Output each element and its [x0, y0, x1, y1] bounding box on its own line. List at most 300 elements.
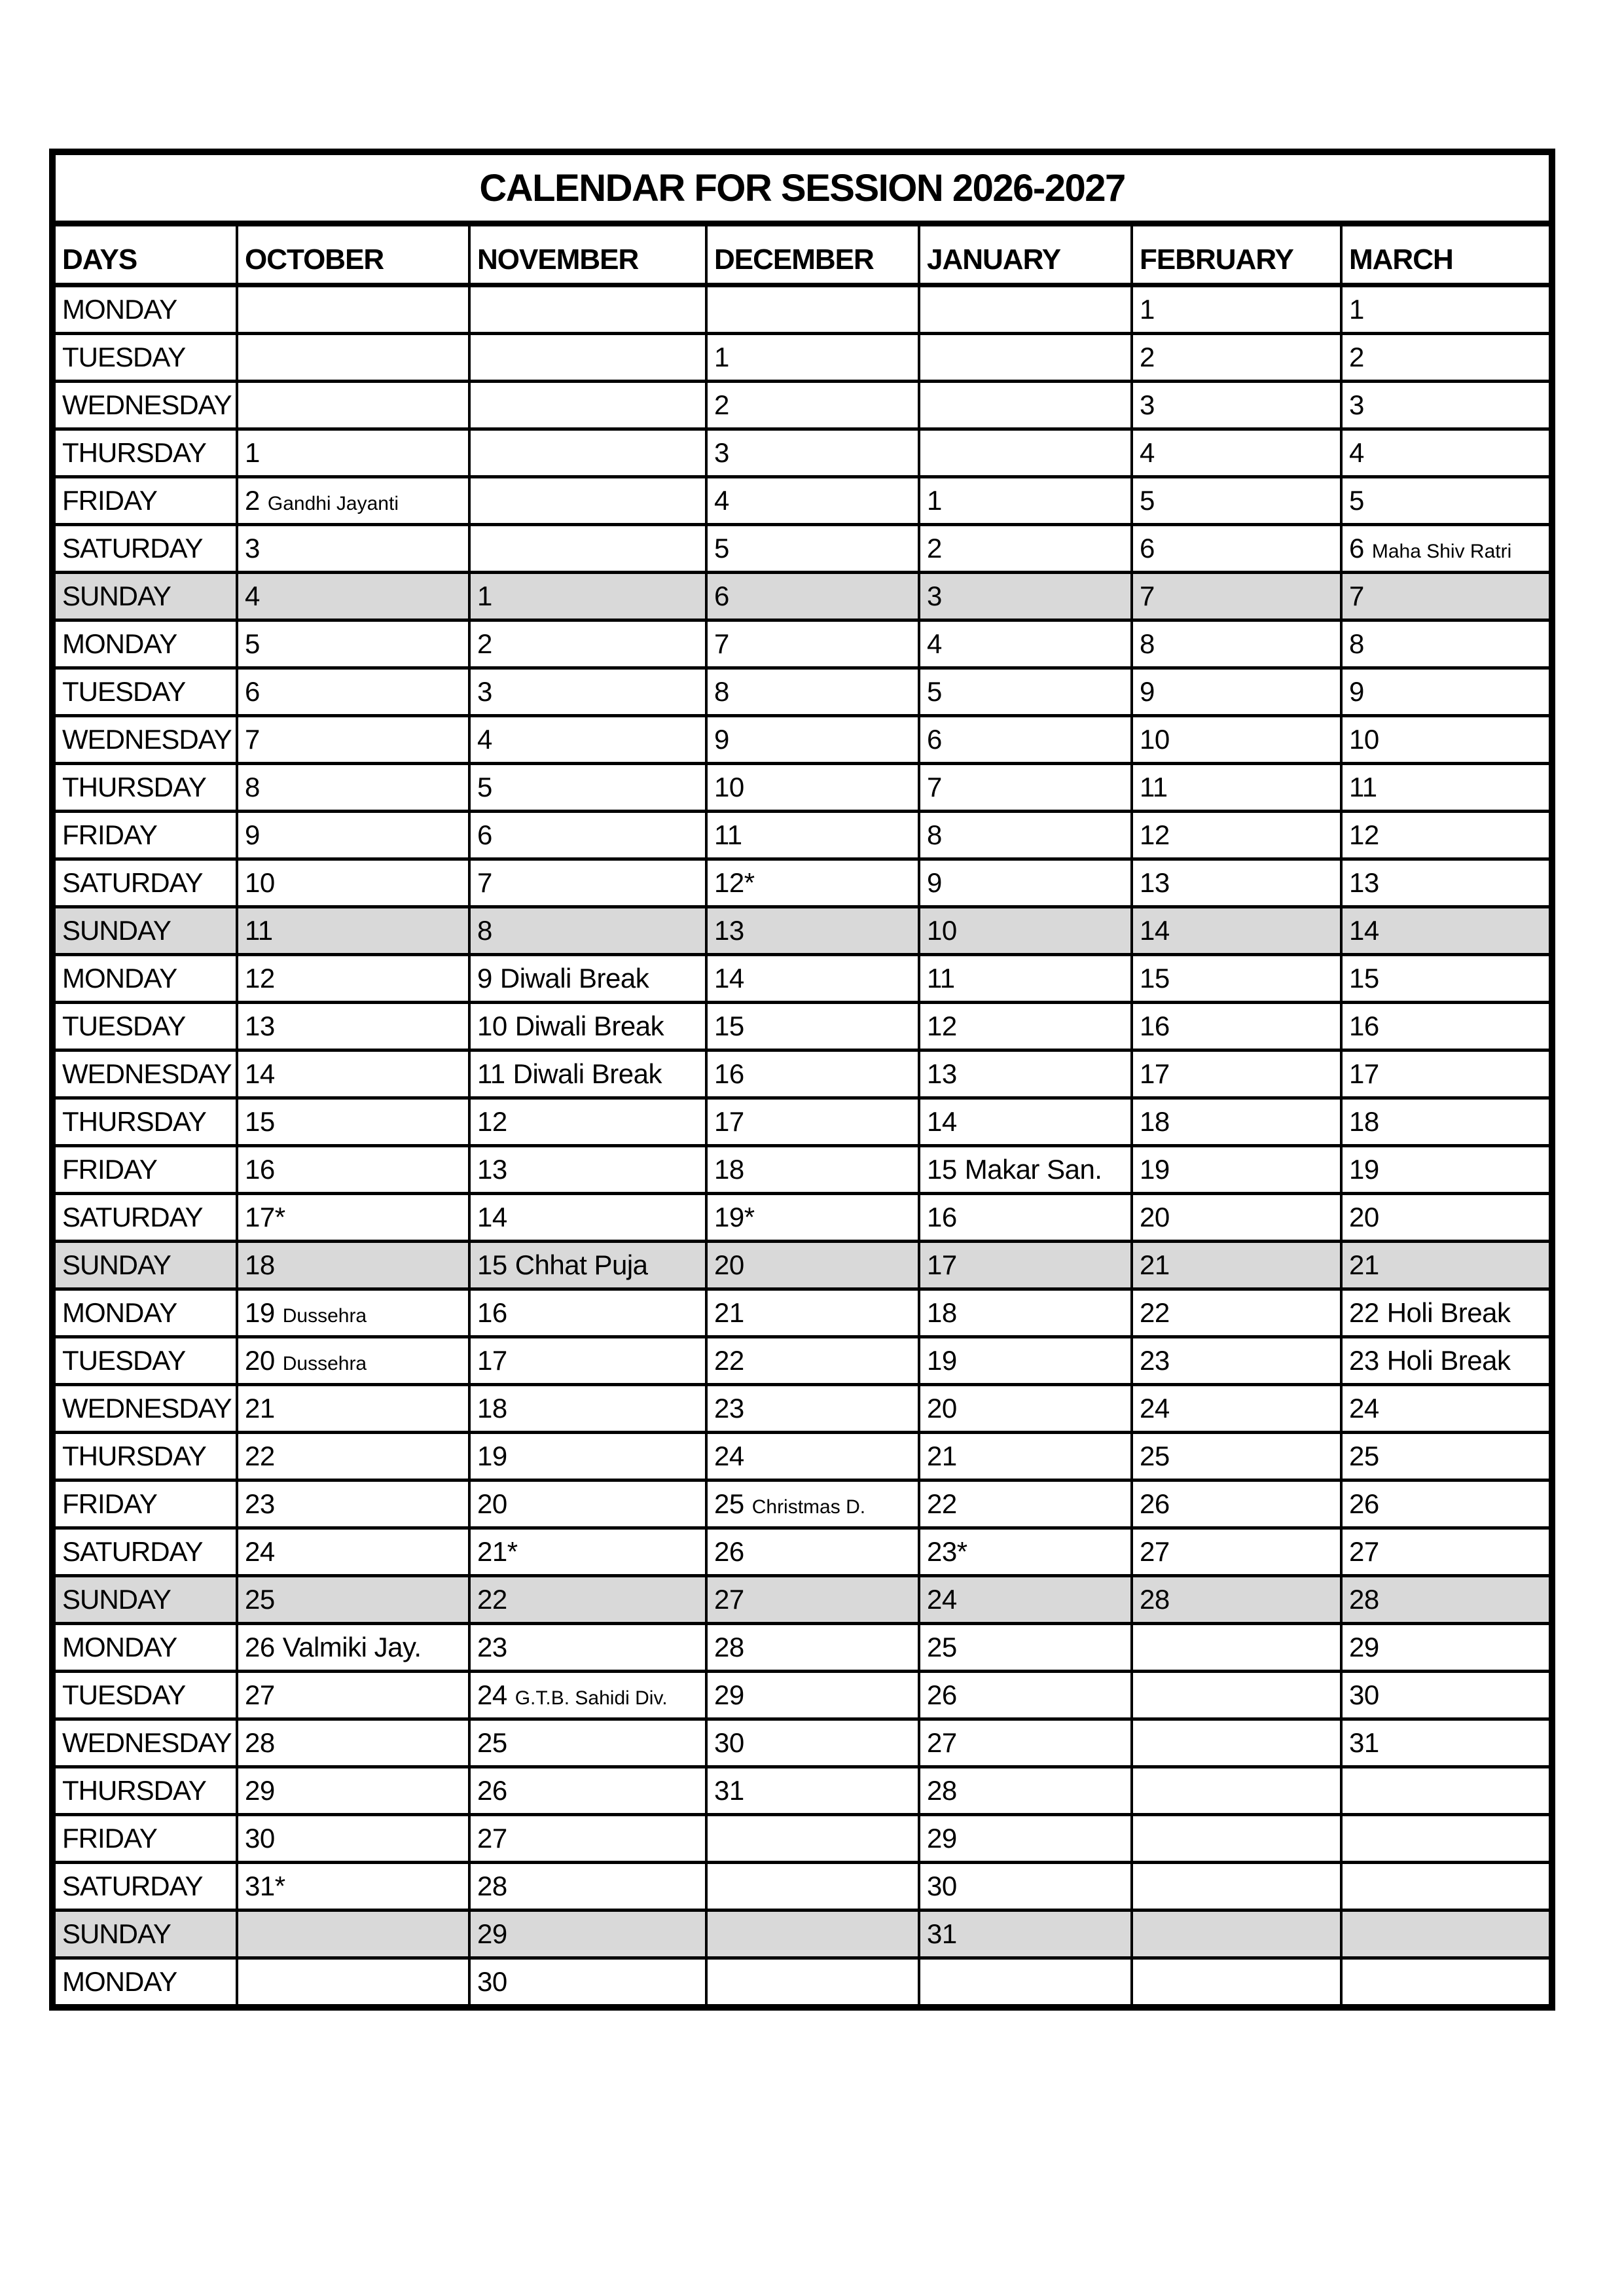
date-cell — [237, 1719, 469, 1767]
date-cell — [706, 1624, 919, 1672]
day-label: WEDNESDAY — [52, 1385, 237, 1433]
table-row — [52, 1289, 1552, 1337]
date-cell — [469, 1098, 706, 1146]
date-cell — [919, 955, 1132, 1003]
date-number: 30 — [477, 1966, 507, 1997]
date-cell — [1341, 1576, 1552, 1624]
table-row — [52, 716, 1552, 764]
date-cell — [1132, 1194, 1341, 1242]
date-cell — [1341, 1863, 1552, 1910]
date-cell — [1341, 1242, 1552, 1289]
date-number: 13 — [245, 1011, 275, 1041]
date-number: 10 — [927, 915, 957, 946]
date-cell — [469, 1385, 706, 1433]
day-label: TUESDAY — [52, 1672, 237, 1719]
table-row — [52, 764, 1552, 812]
date-cell — [706, 955, 919, 1003]
date-number: 25 — [1140, 1441, 1170, 1471]
date-number: 8 — [1140, 628, 1155, 659]
date-number: 16 — [714, 1058, 744, 1089]
date-number: 23 — [1349, 1345, 1379, 1376]
date-number: 28 — [1140, 1584, 1170, 1615]
table-row — [52, 1337, 1552, 1385]
date-number: 9 — [1349, 676, 1364, 707]
date-cell — [1341, 1672, 1552, 1719]
date-cell — [469, 1289, 706, 1337]
date-cell — [1132, 859, 1341, 907]
day-label: SUNDAY — [52, 907, 237, 955]
date-cell — [237, 285, 469, 334]
day-label: THURSDAY — [52, 429, 237, 477]
date-number: 8 — [245, 772, 260, 802]
date-cell — [919, 764, 1132, 812]
date-number: 20 — [1349, 1202, 1379, 1232]
date-number: 27 — [927, 1727, 957, 1758]
date-number: 26 — [1140, 1488, 1170, 1519]
date-cell — [706, 716, 919, 764]
date-cell — [919, 1289, 1132, 1337]
date-number: 18 — [714, 1154, 744, 1185]
day-label: TUESDAY — [52, 1337, 237, 1385]
date-cell — [1341, 1385, 1552, 1433]
date-cell — [1132, 1098, 1341, 1146]
date-number: 7 — [245, 724, 260, 755]
date-cell — [1132, 1719, 1341, 1767]
holiday-note: Maha Shiv Ratri — [1371, 541, 1512, 562]
date-number: 11 — [714, 819, 742, 850]
date-cell — [706, 1480, 919, 1528]
date-cell — [1132, 955, 1341, 1003]
date-cell — [469, 1003, 706, 1050]
date-number: 29 — [245, 1775, 275, 1806]
date-cell — [1132, 429, 1341, 477]
date-number: 24 — [477, 1679, 507, 1710]
date-number: 18 — [1349, 1106, 1379, 1137]
date-number: 6 — [1140, 533, 1155, 564]
date-cell — [237, 955, 469, 1003]
date-cell — [1341, 477, 1552, 525]
date-number: 19* — [714, 1202, 755, 1232]
day-label: FRIDAY — [52, 477, 237, 525]
column-header-december: DECEMBER — [706, 224, 919, 285]
date-cell — [919, 1337, 1132, 1385]
date-cell — [919, 1910, 1132, 1958]
holiday-note: Gandhi Jayanti — [267, 493, 399, 514]
day-label: SUNDAY — [52, 1910, 237, 1958]
date-cell — [469, 1480, 706, 1528]
date-cell — [1341, 525, 1552, 573]
date-cell — [919, 1433, 1132, 1480]
date-cell — [706, 1242, 919, 1289]
date-number: 26 — [477, 1775, 507, 1806]
date-number: 5 — [477, 772, 492, 802]
date-cell — [1341, 764, 1552, 812]
date-cell — [1132, 764, 1341, 812]
date-number: 9 — [477, 963, 492, 994]
date-cell — [1341, 716, 1552, 764]
date-number: 31 — [1349, 1727, 1379, 1758]
date-number: 28 — [714, 1632, 744, 1662]
date-cell — [919, 525, 1132, 573]
date-number: 19 — [1349, 1154, 1379, 1185]
date-cell — [469, 1337, 706, 1385]
date-cell — [706, 1910, 919, 1958]
date-cell — [1132, 1289, 1341, 1337]
date-cell — [237, 1767, 469, 1815]
date-cell — [469, 1146, 706, 1194]
date-cell — [919, 1050, 1132, 1098]
date-cell — [1341, 1003, 1552, 1050]
date-number: 13 — [477, 1154, 507, 1185]
date-cell — [919, 429, 1132, 477]
date-cell — [1132, 1480, 1341, 1528]
sunday-row — [52, 1242, 1552, 1289]
date-cell — [469, 1050, 706, 1098]
date-cell — [469, 334, 706, 382]
date-number: 18 — [1140, 1106, 1170, 1137]
date-cell — [1132, 285, 1341, 334]
date-number: 15 — [1349, 963, 1379, 994]
date-number: 11 — [1349, 772, 1377, 802]
date-cell — [919, 1576, 1132, 1624]
date-cell — [469, 382, 706, 429]
date-number: 31* — [245, 1871, 285, 1901]
date-cell — [706, 1194, 919, 1242]
date-number: 7 — [1349, 581, 1364, 611]
date-cell — [706, 1815, 919, 1863]
date-number: 2 — [245, 485, 260, 516]
date-number: 25 — [714, 1488, 744, 1519]
table-row — [52, 1767, 1552, 1815]
date-number: 5 — [714, 533, 729, 564]
day-label: SATURDAY — [52, 1528, 237, 1576]
calendar-body — [52, 285, 1552, 2008]
date-number: 3 — [1349, 389, 1364, 420]
date-number: 21 — [714, 1297, 744, 1328]
date-number: 16 — [477, 1297, 507, 1328]
date-number: 4 — [927, 628, 942, 659]
date-cell — [237, 716, 469, 764]
date-number: 23 — [714, 1393, 744, 1424]
date-cell — [1341, 1146, 1552, 1194]
date-number: 3 — [477, 676, 492, 707]
date-number: 17 — [477, 1345, 507, 1376]
date-cell — [706, 1050, 919, 1098]
holiday-note: Valmiki Jay. — [282, 1632, 422, 1662]
table-row — [52, 1003, 1552, 1050]
column-header-october: OCTOBER — [237, 224, 469, 285]
date-cell — [919, 1958, 1132, 2008]
date-number: 24 — [927, 1584, 957, 1615]
date-cell — [237, 1003, 469, 1050]
date-number: 27 — [245, 1679, 275, 1710]
table-row — [52, 382, 1552, 429]
date-number: 24 — [1140, 1393, 1170, 1424]
date-cell — [1132, 1910, 1341, 1958]
date-number: 13 — [1349, 867, 1379, 898]
date-number: 11 — [927, 963, 955, 994]
date-number: 27 — [714, 1584, 744, 1615]
date-cell — [919, 1767, 1132, 1815]
date-cell — [1132, 1815, 1341, 1863]
date-number: 10 — [245, 867, 275, 898]
date-number: 4 — [714, 485, 729, 516]
table-row — [52, 620, 1552, 668]
date-cell — [237, 764, 469, 812]
date-number: 15 — [714, 1011, 744, 1041]
date-number: 19 — [477, 1441, 507, 1471]
date-cell — [237, 1672, 469, 1719]
date-number: 14 — [1140, 915, 1170, 946]
date-number: 30 — [245, 1823, 275, 1854]
date-number: 22 — [927, 1488, 957, 1519]
day-label: THURSDAY — [52, 1433, 237, 1480]
date-cell — [1341, 812, 1552, 859]
date-cell — [919, 1528, 1132, 1576]
date-number: 14 — [927, 1106, 957, 1137]
date-number: 26 — [927, 1679, 957, 1710]
date-cell — [1341, 573, 1552, 620]
table-row — [52, 477, 1552, 525]
date-cell — [237, 1576, 469, 1624]
date-number: 10 — [477, 1011, 507, 1041]
day-label: THURSDAY — [52, 1098, 237, 1146]
date-cell — [469, 1194, 706, 1242]
day-label: WEDNESDAY — [52, 1050, 237, 1098]
date-number: 11 — [1140, 772, 1168, 802]
date-number: 27 — [477, 1823, 507, 1854]
date-number: 27 — [1140, 1536, 1170, 1567]
date-cell — [706, 1433, 919, 1480]
date-cell — [706, 1003, 919, 1050]
date-number: 20 — [477, 1488, 507, 1519]
day-label: SUNDAY — [52, 1242, 237, 1289]
date-cell — [237, 859, 469, 907]
day-label: SATURDAY — [52, 859, 237, 907]
date-cell — [1132, 1003, 1341, 1050]
date-number: 14 — [245, 1058, 275, 1089]
date-number: 13 — [714, 915, 744, 946]
date-number: 22 — [1140, 1297, 1170, 1328]
date-number: 1 — [1140, 294, 1155, 325]
date-cell — [1341, 429, 1552, 477]
date-cell — [1341, 1480, 1552, 1528]
date-cell — [706, 525, 919, 573]
date-number: 7 — [927, 772, 942, 802]
table-row — [52, 334, 1552, 382]
date-number: 22 — [714, 1345, 744, 1376]
day-label: WEDNESDAY — [52, 382, 237, 429]
date-cell — [237, 1098, 469, 1146]
table-row — [52, 668, 1552, 716]
date-number: 2 — [1349, 342, 1364, 372]
day-label: FRIDAY — [52, 1815, 237, 1863]
day-label: SUNDAY — [52, 573, 237, 620]
date-number: 11 — [245, 915, 273, 946]
date-cell — [469, 477, 706, 525]
date-cell — [237, 429, 469, 477]
date-cell — [469, 1624, 706, 1672]
date-number: 10 — [1349, 724, 1379, 755]
date-cell — [919, 1624, 1132, 1672]
date-number: 28 — [477, 1871, 507, 1901]
date-cell — [469, 812, 706, 859]
date-cell — [706, 1958, 919, 2008]
date-cell — [919, 285, 1132, 334]
date-cell — [1132, 1863, 1341, 1910]
date-cell — [1341, 1337, 1552, 1385]
date-number: 12 — [1140, 819, 1170, 850]
date-number: 2 — [1140, 342, 1155, 372]
date-number: 8 — [927, 819, 942, 850]
date-number: 22 — [245, 1441, 275, 1471]
table-row — [52, 1098, 1552, 1146]
date-cell — [919, 1480, 1132, 1528]
sunday-row — [52, 1910, 1552, 1958]
date-cell — [1132, 1624, 1341, 1672]
date-number: 9 — [714, 724, 729, 755]
date-cell — [237, 1624, 469, 1672]
date-cell — [237, 1433, 469, 1480]
holiday-note: Makar San. — [964, 1154, 1102, 1185]
date-number: 9 — [927, 867, 942, 898]
day-label: FRIDAY — [52, 1146, 237, 1194]
date-cell — [706, 573, 919, 620]
date-cell — [1132, 334, 1341, 382]
date-cell — [469, 1672, 706, 1719]
date-number: 4 — [245, 581, 260, 611]
date-number: 24 — [1349, 1393, 1379, 1424]
date-number: 8 — [477, 915, 492, 946]
table-row — [52, 1433, 1552, 1480]
table-row — [52, 1146, 1552, 1194]
date-cell — [706, 907, 919, 955]
date-cell — [706, 382, 919, 429]
date-cell — [1341, 1624, 1552, 1672]
table-row — [52, 1194, 1552, 1242]
table-row — [52, 1719, 1552, 1767]
date-number: 24 — [714, 1441, 744, 1471]
date-cell — [237, 1194, 469, 1242]
date-cell — [1341, 955, 1552, 1003]
date-cell — [706, 477, 919, 525]
date-number: 20 — [927, 1393, 957, 1424]
date-number: 16 — [245, 1154, 275, 1185]
day-label: THURSDAY — [52, 764, 237, 812]
date-number: 7 — [477, 867, 492, 898]
table-row — [52, 1863, 1552, 1910]
date-cell — [1341, 668, 1552, 716]
date-cell — [469, 1528, 706, 1576]
table-row — [52, 1050, 1552, 1098]
date-number: 29 — [1349, 1632, 1379, 1662]
date-cell — [919, 812, 1132, 859]
date-number: 31 — [714, 1775, 744, 1806]
date-cell — [237, 1242, 469, 1289]
date-number: 19 — [1140, 1154, 1170, 1185]
date-cell — [1132, 1433, 1341, 1480]
date-cell — [1132, 525, 1341, 573]
table-row — [52, 1815, 1552, 1863]
table-row — [52, 859, 1552, 907]
date-cell — [919, 382, 1132, 429]
date-cell — [469, 429, 706, 477]
date-cell — [919, 1242, 1132, 1289]
date-cell — [469, 1815, 706, 1863]
date-cell — [237, 525, 469, 573]
date-cell — [1132, 1337, 1341, 1385]
date-number: 8 — [1349, 628, 1364, 659]
date-number: 15 — [245, 1106, 275, 1137]
date-number: 7 — [714, 628, 729, 659]
date-cell — [1132, 716, 1341, 764]
date-cell — [1341, 1050, 1552, 1098]
date-cell — [237, 382, 469, 429]
date-cell — [1341, 1767, 1552, 1815]
date-number: 3 — [927, 581, 942, 611]
table-row — [52, 1624, 1552, 1672]
day-label: MONDAY — [52, 1958, 237, 2008]
day-label: TUESDAY — [52, 668, 237, 716]
date-cell — [919, 907, 1132, 955]
date-cell — [1132, 1672, 1341, 1719]
table-row — [52, 1958, 1552, 2008]
date-cell — [469, 764, 706, 812]
date-number: 21 — [245, 1393, 275, 1424]
date-number: 16 — [927, 1202, 957, 1232]
date-cell — [1341, 1194, 1552, 1242]
date-cell — [1132, 907, 1341, 955]
date-number: 4 — [477, 724, 492, 755]
date-cell — [1341, 285, 1552, 334]
date-number: 29 — [927, 1823, 957, 1854]
date-number: 21* — [477, 1536, 518, 1567]
date-number: 14 — [1349, 915, 1379, 946]
date-cell — [469, 668, 706, 716]
calendar-table — [49, 149, 1555, 2011]
date-number: 26 — [245, 1632, 275, 1662]
sunday-row — [52, 573, 1552, 620]
date-cell — [1341, 1958, 1552, 2008]
date-cell — [237, 907, 469, 955]
table-row — [52, 955, 1552, 1003]
table-row — [52, 1672, 1552, 1719]
date-cell — [1132, 812, 1341, 859]
date-number: 1 — [1349, 294, 1364, 325]
date-cell — [469, 1433, 706, 1480]
date-number: 1 — [927, 485, 942, 516]
date-number: 18 — [927, 1297, 957, 1328]
day-label: FRIDAY — [52, 812, 237, 859]
date-cell — [237, 1289, 469, 1337]
date-cell — [919, 1194, 1132, 1242]
table-row — [52, 1528, 1552, 1576]
date-number: 21 — [1140, 1249, 1170, 1280]
date-cell — [706, 1098, 919, 1146]
date-number: 6 — [1349, 533, 1364, 564]
date-number: 14 — [714, 963, 744, 994]
date-cell — [237, 1958, 469, 2008]
date-cell — [1341, 1289, 1552, 1337]
holiday-note: Diwali Break — [499, 963, 649, 994]
date-number: 13 — [1140, 867, 1170, 898]
date-number: 15 — [927, 1154, 957, 1185]
date-cell — [919, 1815, 1132, 1863]
date-number: 16 — [1140, 1011, 1170, 1041]
date-cell — [469, 1910, 706, 1958]
date-number: 28 — [1349, 1584, 1379, 1615]
date-number: 20 — [1140, 1202, 1170, 1232]
